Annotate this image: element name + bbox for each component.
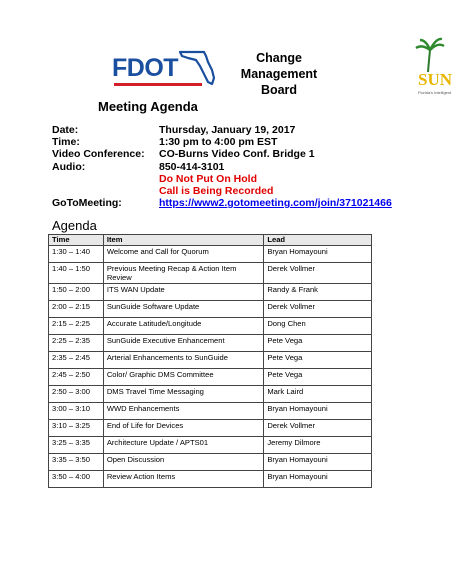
lead-cell: Jeremy Dilmore <box>264 437 372 454</box>
palm-tree-icon <box>414 38 444 72</box>
board-title <box>226 50 332 98</box>
fdot-logo <box>112 44 216 90</box>
item-cell: Arterial Enhancements to SunGuide <box>103 352 264 369</box>
audio-value: 850-414-3101 <box>159 160 225 173</box>
table-row <box>49 403 372 420</box>
time-cell: 2:45 – 2:50 <box>49 369 104 386</box>
time-cell: 1:50 – 2:00 <box>49 284 104 301</box>
item-cell: Welcome and Call for Quorum <box>103 246 264 263</box>
sunguide-logo-text: SUN <box>418 70 452 89</box>
time-cell: 1:40 – 1:50 <box>49 263 104 284</box>
lead-cell: Dong Chen <box>264 318 372 335</box>
lead-cell: Mark Laird <box>264 386 372 403</box>
time-cell: 3:25 – 3:35 <box>49 437 104 454</box>
florida-state-icon <box>178 44 218 88</box>
item-cell: ITS WAN Update <box>103 284 264 301</box>
time-cell: 3:50 – 4:00 <box>49 471 104 488</box>
table-row <box>49 301 372 318</box>
lead-cell: Pete Vega <box>264 352 372 369</box>
table-row <box>49 263 372 284</box>
lead-cell: Derek Vollmer <box>264 263 372 284</box>
time-label: Time: <box>52 136 80 149</box>
lead-column-header: Lead <box>264 235 372 246</box>
table-row <box>49 318 372 335</box>
item-cell: Open Discussion <box>103 454 264 471</box>
time-value: 1:30 pm to 4:00 pm EST <box>159 136 278 149</box>
item-column-header: Item <box>103 235 264 246</box>
board-title-line-1: Change <box>256 51 302 65</box>
table-row <box>49 471 372 488</box>
date-label: Date: <box>52 124 79 136</box>
table-row <box>49 420 372 437</box>
lead-cell: Derek Vollmer <box>264 301 372 318</box>
sunguide-logo <box>412 38 452 100</box>
agenda-header-row <box>49 235 372 246</box>
item-cell: End of Life for Devices <box>103 420 264 437</box>
meeting-agenda-heading: Meeting Agenda <box>98 99 198 114</box>
board-title-line-2: Management <box>240 67 318 81</box>
hold-note: Do Not Put On Hold <box>159 172 257 185</box>
table-row <box>49 369 372 386</box>
time-column-header: Time <box>49 235 104 246</box>
time-cell: 1:30 – 1:40 <box>49 246 104 263</box>
item-cell: SunGuide Software Update <box>103 301 264 318</box>
lead-cell: Bryan Homayouni <box>264 403 372 420</box>
time-cell: 3:10 – 3:25 <box>49 420 104 437</box>
lead-cell: Bryan Homayouni <box>264 471 372 488</box>
item-cell: SunGuide Executive Enhancement <box>103 335 264 352</box>
lead-cell: Pete Vega <box>264 369 372 386</box>
recorded-note: Call is Being Recorded <box>159 184 274 197</box>
item-cell: WWD Enhancements <box>103 403 264 420</box>
table-row <box>49 284 372 301</box>
table-row <box>49 386 372 403</box>
date-value: Thursday, January 19, 2017 <box>159 124 296 136</box>
item-cell: Architecture Update / APTS01 <box>103 437 264 454</box>
time-cell: 2:15 – 2:25 <box>49 318 104 335</box>
board-title-line-3: Board <box>260 83 298 97</box>
time-cell: 2:35 – 2:45 <box>49 352 104 369</box>
fdot-logo-text: FDOT <box>112 54 179 82</box>
lead-cell: Derek Vollmer <box>264 420 372 437</box>
video-label: Video Conference: <box>52 148 145 161</box>
lead-cell: Bryan Homayouni <box>264 454 372 471</box>
table-row <box>49 454 372 471</box>
time-cell: 2:50 – 3:00 <box>49 386 104 403</box>
sunguide-logo-subtext: Florida's Intelligent <box>418 90 452 95</box>
agenda-table <box>48 234 372 488</box>
time-cell: 3:00 – 3:10 <box>49 403 104 420</box>
time-cell: 3:35 – 3:50 <box>49 454 104 471</box>
item-cell: Accurate Latitude/Longitude <box>103 318 264 335</box>
video-value: CO-Burns Video Conf. Bridge 1 <box>159 148 315 161</box>
goto-label: GoToMeeting: <box>52 197 122 210</box>
table-row <box>49 246 372 263</box>
item-cell: Review Action Items <box>103 471 264 488</box>
time-cell: 2:00 – 2:15 <box>49 301 104 318</box>
goto-meeting-link[interactable]: https://www2.gotomeeting.com/join/371021466 <box>159 197 392 210</box>
lead-cell: Randy & Frank <box>264 284 372 301</box>
item-cell: Color/ Graphic DMS Committee <box>103 369 264 386</box>
table-row <box>49 352 372 369</box>
item-cell: DMS Travel Time Messaging <box>103 386 264 403</box>
lead-cell: Pete Vega <box>264 335 372 352</box>
item-cell: Previous Meeting Recap & Action Item Review <box>103 263 264 284</box>
time-cell: 2:25 – 2:35 <box>49 335 104 352</box>
audio-label: Audio: <box>52 160 86 173</box>
table-row <box>49 335 372 352</box>
agenda-title: Agenda <box>52 218 97 233</box>
lead-cell: Bryan Homayouni <box>264 246 372 263</box>
table-row <box>49 437 372 454</box>
